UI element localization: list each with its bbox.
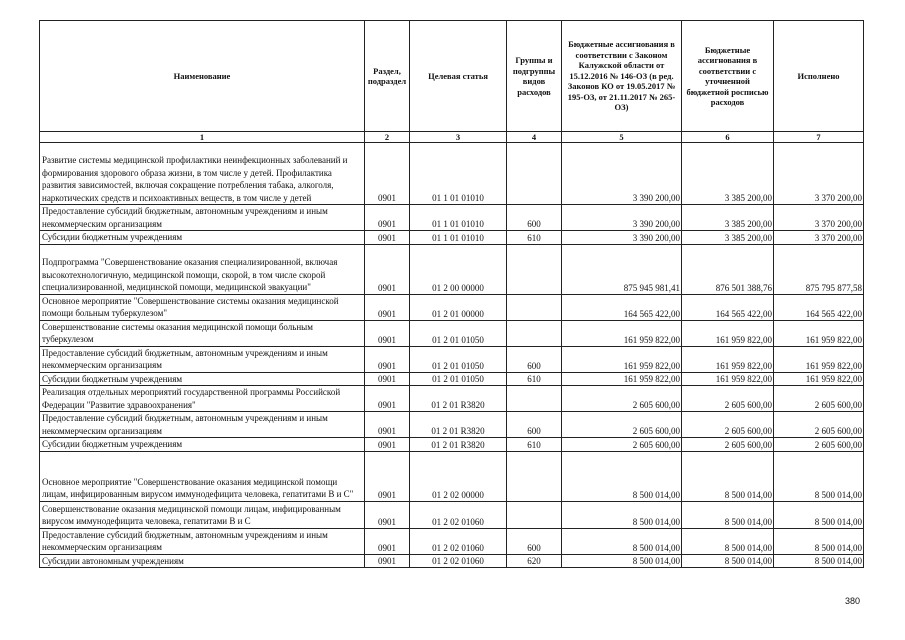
row-law-allocation: 3 390 200,00 [562,231,682,245]
row-section: 0901 [365,438,410,452]
column-number: 7 [774,132,864,143]
row-expense-group: 600 [507,412,562,438]
row-name: Субсидии бюджетным учреждениям [40,372,365,386]
header-section: Раздел, подраздел [365,21,410,132]
row-expense-group: 620 [507,554,562,568]
row-refined-allocation: 2 605 600,00 [682,386,774,412]
row-refined-allocation: 161 959 822,00 [682,346,774,372]
row-executed: 8 500 014,00 [774,501,864,528]
table-row [40,412,864,438]
row-section: 0901 [365,346,410,372]
row-target-article: 01 2 01 R3820 [410,412,507,438]
row-executed: 2 605 600,00 [774,386,864,412]
row-refined-allocation: 876 501 388,76 [682,244,774,294]
row-target-article: 01 1 01 01010 [410,143,507,205]
column-number: 6 [682,132,774,143]
row-name: Предоставление субсидий бюджетным, автономным учреждениям и иным некоммерческим организациям [40,346,365,372]
row-name: Основное мероприятие "Совершенствование оказания медицинской помощи лицам, инфицированным вирусом иммунодефицита человека, гепатитами В и С" [40,451,365,501]
table-row [40,554,864,568]
column-number: 3 [410,132,507,143]
header-law-allocations: Бюджетные ассигнования в соответствии с Законом Калужской области от 15.12.2016 № 146-ОЗ (в ред. Законов КО от 19.05.2017 № 195-ОЗ, от 21.11.2017 № 265-ОЗ) [562,21,682,132]
header-target: Целевая статья [410,21,507,132]
row-target-article: 01 2 00 00000 [410,244,507,294]
row-law-allocation: 2 605 600,00 [562,386,682,412]
row-target-article: 01 2 01 R3820 [410,386,507,412]
row-refined-allocation: 164 565 422,00 [682,294,774,320]
row-name: Реализация отдельных мероприятий государственной программы Российской Федерации "Развитие здравоохранения" [40,386,365,412]
row-target-article: 01 2 01 01050 [410,346,507,372]
row-target-article: 01 2 02 01060 [410,554,507,568]
row-name: Предоставление субсидий бюджетным, автономным учреждениям и иным некоммерческим организациям [40,528,365,554]
row-law-allocation: 8 500 014,00 [562,528,682,554]
row-refined-allocation: 8 500 014,00 [682,554,774,568]
table-row [40,372,864,386]
row-section: 0901 [365,244,410,294]
row-section: 0901 [365,501,410,528]
row-executed: 3 370 200,00 [774,205,864,231]
row-expense-group: 600 [507,346,562,372]
row-executed: 8 500 014,00 [774,451,864,501]
row-refined-allocation: 8 500 014,00 [682,501,774,528]
row-law-allocation: 8 500 014,00 [562,501,682,528]
row-law-allocation: 3 390 200,00 [562,205,682,231]
row-executed: 2 605 600,00 [774,412,864,438]
column-number: 2 [365,132,410,143]
row-expense-group: 600 [507,205,562,231]
row-executed: 8 500 014,00 [774,528,864,554]
header-name: Наименование [40,21,365,132]
header-executed: Исполнено [774,21,864,132]
table-row [40,346,864,372]
row-expense-group [507,294,562,320]
table-row [40,386,864,412]
row-section: 0901 [365,320,410,346]
row-refined-allocation: 2 605 600,00 [682,438,774,452]
column-number-row [40,132,864,143]
row-name: Совершенствование системы оказания медицинской помощи больным туберкулезом [40,320,365,346]
column-number: 5 [562,132,682,143]
row-law-allocation: 2 605 600,00 [562,412,682,438]
row-expense-group [507,320,562,346]
row-law-allocation: 875 945 981,41 [562,244,682,294]
row-law-allocation: 8 500 014,00 [562,451,682,501]
row-executed: 161 959 822,00 [774,346,864,372]
row-law-allocation: 161 959 822,00 [562,372,682,386]
row-section: 0901 [365,386,410,412]
row-target-article: 01 2 02 01060 [410,528,507,554]
row-refined-allocation: 3 385 200,00 [682,143,774,205]
table-row [40,320,864,346]
table-row [40,294,864,320]
table-row [40,205,864,231]
row-refined-allocation: 161 959 822,00 [682,320,774,346]
row-executed: 164 565 422,00 [774,294,864,320]
row-name: Предоставление субсидий бюджетным, автономным учреждениям и иным некоммерческим организациям [40,205,365,231]
row-executed: 875 795 877,58 [774,244,864,294]
row-expense-group [507,501,562,528]
row-refined-allocation: 3 385 200,00 [682,231,774,245]
row-refined-allocation: 8 500 014,00 [682,528,774,554]
row-target-article: 01 2 02 00000 [410,451,507,501]
row-law-allocation: 2 605 600,00 [562,438,682,452]
budget-table-container [39,20,863,568]
budget-table [39,20,864,568]
row-executed: 3 370 200,00 [774,231,864,245]
row-section: 0901 [365,451,410,501]
row-section: 0901 [365,294,410,320]
column-number: 4 [507,132,562,143]
row-section: 0901 [365,231,410,245]
row-name: Совершенствование оказания медицинской помощи лицам, инфицированным вирусом иммунодефицита человека, гепатитами В и С [40,501,365,528]
row-executed: 161 959 822,00 [774,320,864,346]
row-section: 0901 [365,205,410,231]
table-row [40,143,864,205]
row-section: 0901 [365,528,410,554]
row-executed: 3 370 200,00 [774,143,864,205]
row-name: Субсидии бюджетным учреждениям [40,438,365,452]
row-target-article: 01 2 01 00000 [410,294,507,320]
row-executed: 2 605 600,00 [774,438,864,452]
table-row [40,528,864,554]
table-body [40,143,864,568]
row-name: Подпрограмма "Совершенствование оказания специализированной, включая высокотехнологичную, медицинской помощи, скорой, в том числе скорой специализированной, медицинской помощи, медицинской эвакуации" [40,244,365,294]
row-law-allocation: 161 959 822,00 [562,320,682,346]
row-section: 0901 [365,412,410,438]
table-row [40,231,864,245]
row-expense-group [507,386,562,412]
row-expense-group: 610 [507,372,562,386]
table-row [40,438,864,452]
row-refined-allocation: 3 385 200,00 [682,205,774,231]
row-refined-allocation: 161 959 822,00 [682,372,774,386]
column-number: 1 [40,132,365,143]
row-law-allocation: 164 565 422,00 [562,294,682,320]
row-target-article: 01 1 01 01010 [410,205,507,231]
row-target-article: 01 1 01 01010 [410,231,507,245]
row-section: 0901 [365,143,410,205]
row-expense-group: 610 [507,231,562,245]
header-refined-allocations: Бюджетные ассигнования в соответствии с уточненной бюджетной росписью расходов [682,21,774,132]
row-name: Предоставление субсидий бюджетным, автономным учреждениям и иным некоммерческим организациям [40,412,365,438]
row-name: Развитие системы медицинской профилактики неинфекционных заболеваний и формирования здорового образа жизни, в том числе у детей. Профилактика развития зависимостей, включая сокращение потребления табака, алкоголя, наркотических средств и психоактивных веществ, в том числе у детей [40,143,365,205]
row-target-article: 01 2 01 01050 [410,372,507,386]
table-row [40,451,864,501]
row-refined-allocation: 2 605 600,00 [682,412,774,438]
row-expense-group [507,244,562,294]
row-executed: 161 959 822,00 [774,372,864,386]
row-expense-group [507,143,562,205]
row-expense-group: 610 [507,438,562,452]
page-number: 380 [845,596,861,606]
row-refined-allocation: 8 500 014,00 [682,451,774,501]
row-name: Основное мероприятие "Совершенствование системы оказания медицинской помощи больным туберкулезом" [40,294,365,320]
row-name: Субсидии автономным учреждениям [40,554,365,568]
row-target-article: 01 2 02 01060 [410,501,507,528]
row-expense-group: 600 [507,528,562,554]
header-groups: Группы и подгруппы видов расходов [507,21,562,132]
row-law-allocation: 3 390 200,00 [562,143,682,205]
table-row [40,244,864,294]
row-target-article: 01 2 01 R3820 [410,438,507,452]
row-section: 0901 [365,554,410,568]
row-law-allocation: 8 500 014,00 [562,554,682,568]
row-law-allocation: 161 959 822,00 [562,346,682,372]
header-row [40,21,864,132]
row-expense-group [507,451,562,501]
table-row [40,501,864,528]
row-section: 0901 [365,372,410,386]
row-target-article: 01 2 01 01050 [410,320,507,346]
row-name: Субсидии бюджетным учреждениям [40,231,365,245]
row-executed: 8 500 014,00 [774,554,864,568]
